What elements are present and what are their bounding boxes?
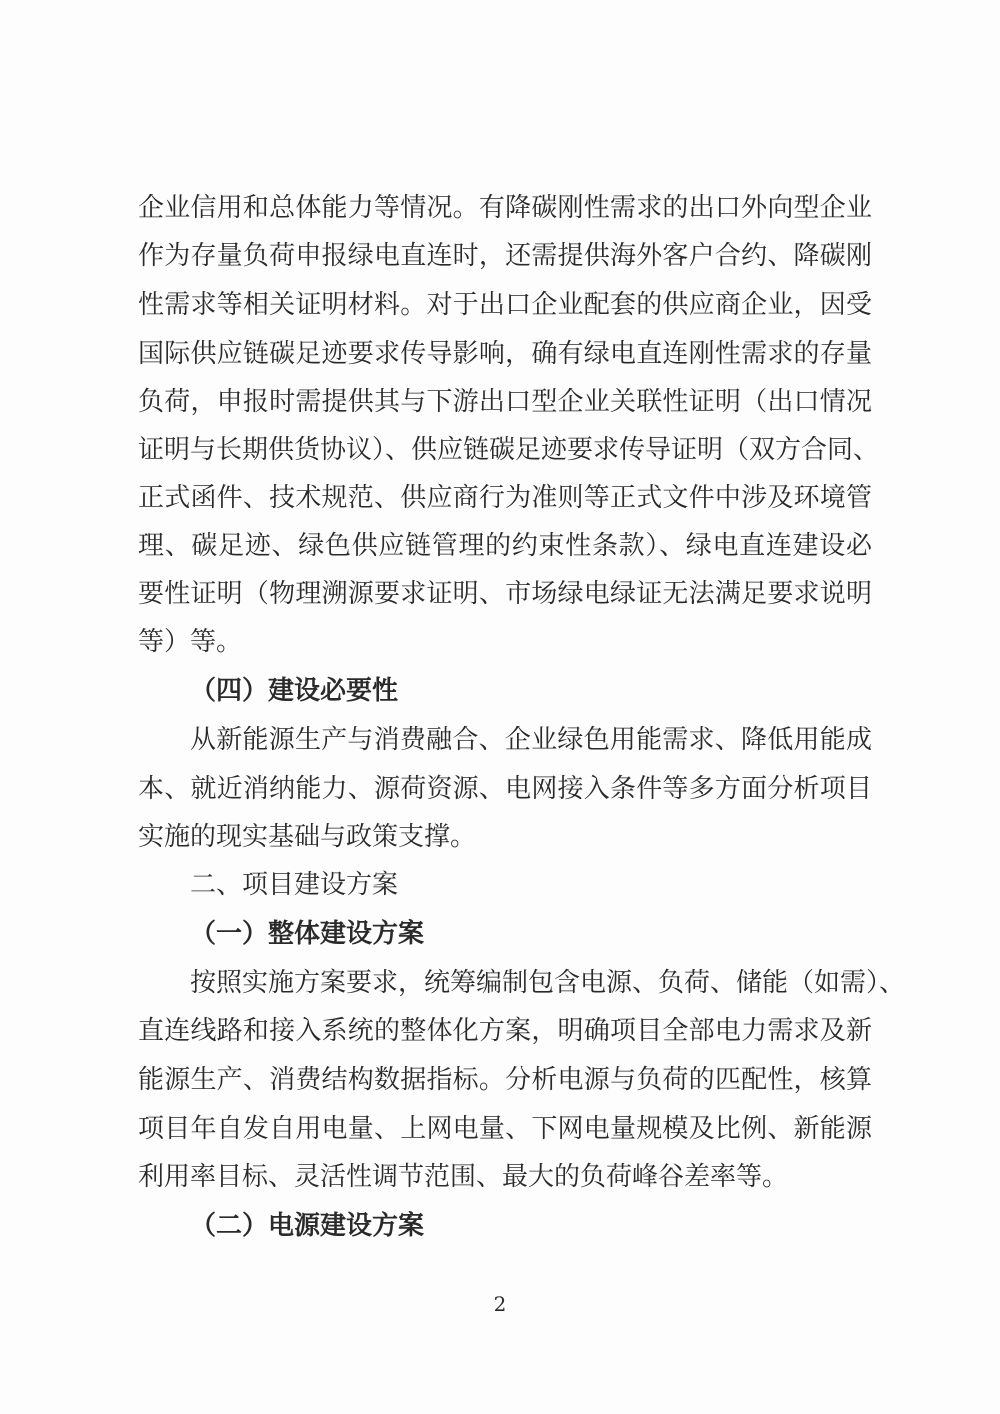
- text-line: 本、就近消纳能力、源荷资源、电网接入条件等多方面分析项目: [138, 774, 872, 804]
- text-line: 作为存量负荷申报绿电直连时，还需提供海外客户合约、降碳刚: [138, 241, 872, 271]
- text-line: 能源生产、消费结构数据指标。分析电源与负荷的匹配性，核算: [138, 1065, 872, 1095]
- chapter-heading: 二、项目建设方案: [190, 870, 399, 900]
- text-line: 正式函件、技术规范、供应商行为准则等正式文件中涉及环境管: [138, 483, 872, 513]
- text-line: 利用率目标、灵活性调节范围、最大的负荷峰谷差率等。: [138, 1162, 789, 1192]
- text-line: 证明与长期供货协议）、供应链碳足迹要求传导证明（双方合同、: [138, 435, 880, 465]
- text-line: 企业信用和总体能力等情况。有降碳刚性需求的出口外向型企业: [138, 193, 872, 223]
- text-line: 要性证明（物理溯源要求证明、市场绿电绿证无法满足要求说明: [138, 579, 872, 609]
- page-number: 2: [493, 1292, 507, 1316]
- text-line: 按照实施方案要求，统筹编制包含电源、负荷、储能（如需）、: [190, 968, 906, 998]
- text-line: 项目年自发自用电量、上网电量、下网电量规模及比例、新能源: [138, 1114, 872, 1144]
- text-line: 从新能源生产与消费融合、企业绿色用能需求、降低用能成: [190, 725, 872, 755]
- text-line: 国际供应链碳足迹要求传导影响，确有绿电直连刚性需求的存量: [138, 339, 872, 369]
- text-line: 性需求等相关证明材料。对于出口企业配套的供应商企业，因受: [138, 290, 872, 320]
- text-line: 实施的现实基础与政策支撑。: [138, 822, 477, 852]
- section-heading: （四）建设必要性: [190, 676, 399, 706]
- text-line: 理、碳足迹、绿色供应链管理的约束性条款）、绿电直连建设必: [138, 531, 872, 561]
- text-line: 等）等。: [138, 627, 243, 657]
- section-heading: （二）电源建设方案: [190, 1211, 425, 1241]
- section-heading: （一）整体建设方案: [190, 919, 425, 949]
- text-line: 负荷，申报时需提供其与下游出口型企业关联性证明（出口情况: [138, 387, 872, 417]
- text-line: 直连线路和接入系统的整体化方案，明确项目全部电力需求及新: [138, 1016, 872, 1046]
